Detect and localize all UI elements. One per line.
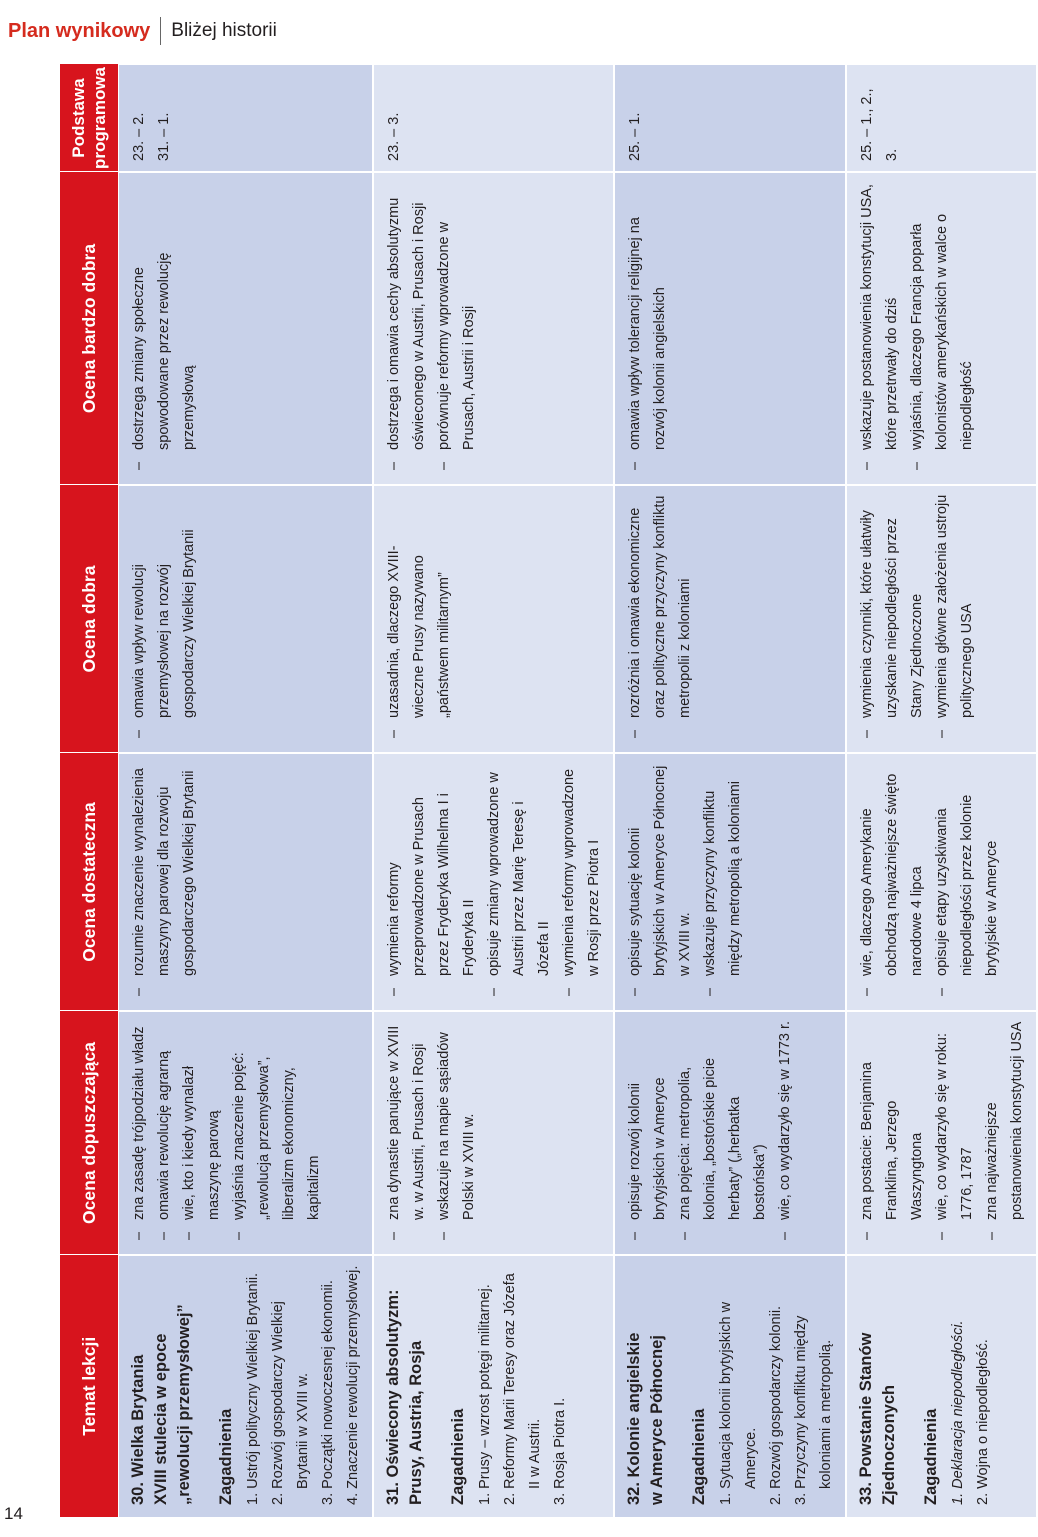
requirement-item: – opisuje etapy uzyskiwania niepodległości przez kolonie brytyjskie w Ameryce [930,762,1005,1000]
requirement-item: – zna pojęcia: metropolia, kolonia, „bostońskie picie herbaty” („herbatka bostońska”) [673,1020,773,1244]
col-header-satisfactory: Ocena dostateczna [60,753,119,1011]
requirement-item: – wymienia reformy wprowadzone w Rosji przez Piotra I [557,762,607,1000]
requirement-item: – omawia wpływ tolerancji religijnej na rozwój kolonii angielskich [623,181,673,474]
issue-item: 3. Początki nowoczesnej ekonomii. [320,1280,336,1505]
requirement-item: – zna dynastie panujące w XVIII w. w Austrii, Prusach i Rosji [382,1020,432,1244]
good-cell [373,485,614,753]
col-header-very-good: Ocena bardzo dobra [60,172,119,485]
brand-title: Plan wynikowy [8,19,151,42]
issue-item: 4. Znaczenie rewolucji przemysłowej. [345,1265,361,1505]
issues-label: Zagadnienia [449,1408,467,1505]
requirement-item: – opisuje rozwój kolonii brytyjskich w Ameryce [623,1020,673,1244]
book-title: Bliżej historii [171,20,277,41]
issues-label: Zagadnienia [690,1408,708,1505]
sufficient-cell [119,1011,374,1255]
lesson-title: 31. Oświecony absolutyzm: Prusy, Austria, Rosja [384,1289,425,1505]
issue-item: 2. Rozwój gospodarczy kolonii. [768,1305,784,1505]
lesson-title: 33. Powstanie Stanów Zjednoczonych [857,1332,898,1505]
very-good-cell [846,172,1037,485]
issue-item: 3. Przyczyny konfliktu między koloniami a metropolią. [793,1315,834,1505]
issue-item: 1. Sytuacja kolonii brytyjskich w Ameryce. [718,1301,759,1505]
table-row [614,64,846,1517]
requirement-item: – wyjaśnia, dlaczego Francja poparła kolonistów amerykańskich w walce o niepodległość [905,181,980,474]
topic-cell [119,1255,374,1517]
satisfactory-cell [119,753,374,1011]
issue-item: 2. Wojna o niepodległość. [975,1339,991,1505]
requirement-item: – wskazuje postanowienia konstytucji USA, które przetrwały do dziś [855,181,905,474]
sufficient-cell [373,1011,614,1255]
satisfactory-cell [846,753,1037,1011]
requirement-item: – opisuje zmiany wprowadzone w Austrii przez Marię Teresę i Józefa II [482,762,557,1000]
requirement-item: – wskazuje przyczyny konfliktu między metropolią a koloniami [698,762,748,1000]
requirement-item: – wskazuje na mapie sąsiadów Polski w XVIII w. [432,1020,482,1244]
requirement-item: – dostrzega zmiany społeczne spowodowane przez rewolucję przemysłową [127,181,202,474]
requirement-item: – wymienia czynniki, które ułatwiły uzyskanie niepodległości przez Stany Zjednoczone [855,494,930,742]
issues-list [946,1264,996,1505]
col-header-sufficient: Ocena dopuszczająca [60,1011,119,1255]
issues-label: Zagadnienia [217,1408,235,1505]
requirement-item: – opisuje sytuację kolonii brytyjskich w Ameryce Północnej w XVIII w. [623,762,698,1000]
table-header-row [60,64,119,1517]
sufficient-cell [614,1011,846,1255]
issue-item: 1. Deklaracja niepodległości. [950,1320,966,1505]
requirement-item: – zna najważniejsze postanowienia konstytucji USA [980,1020,1030,1244]
issues-list [473,1264,573,1505]
requirement-item: – rozróżnia i omawia ekonomiczne oraz polityczne przyczyny konfliktu metropolii z koloniami [623,494,698,742]
issue-item: 3. Rosja Piotra I. [552,1397,568,1505]
issues-list [714,1264,839,1505]
col-header-curriculum-basis: Podstawa programowa [60,64,119,172]
issue-item: 2. Rozwój gospodarczy Wielkiej Brytanii w XVIII w. [270,1301,311,1505]
requirement-item: – omawia wpływ rewolucji przemysłowej na rozwój gospodarczy Wielkiej Brytanii [127,494,202,742]
page-number: 14 [4,1504,23,1523]
requirement-item: – zna zasadę trójpodziału władz [127,1020,152,1244]
good-cell [119,485,374,753]
curriculum-basis-cell: 25. – 1., 2., 3. [846,64,1037,172]
issue-item: 1. Prusy – wzrost potęgi militarnej. [477,1284,493,1505]
issue-item: 2. Reformy Marii Teresy oraz Józefa II w Austrii. [502,1273,543,1505]
requirement-item: – wymienia główne założenia ustroju politycznego USA [930,494,980,742]
good-cell [614,485,846,753]
lesson-title: 30. Wielka Brytania XVIII stulecia w epoce „rewolucji przemysłowej” [129,1304,193,1505]
requirement-item: – rozumie znaczenie wynalezienia maszyny parowej dla rozwoju gospodarczego Wielkiej Brytanii [127,762,202,1000]
very-good-cell [119,172,374,485]
requirement-item: – wie, co wydarzyło się w roku: 1776, 1787 [930,1020,980,1244]
requirement-item: – wie, dlaczego Amerykanie obchodzą najważniejsze święto narodowe 4 lipca [855,762,930,1000]
requirement-item: – dostrzega i omawia cechy absolutyzmu oświeconego w Austrii, Prusach i Rosji [382,181,432,474]
requirement-item: – uzasadnia, dlaczego XVIII-wieczne Prusy nazywano „państwem militarnym” [382,494,457,742]
table-row [373,64,614,1517]
topic-cell [846,1255,1037,1517]
very-good-cell [614,172,846,485]
table-body [119,64,1038,1517]
requirement-item: – wyjaśnia znaczenie pojęć: „rewolucja przemysłowa”, liberalizm ekonomiczny, kapitalizm [227,1020,327,1244]
col-header-good: Ocena dobra [60,485,119,753]
sufficient-cell [846,1011,1037,1255]
table-row [846,64,1037,1517]
very-good-cell [373,172,614,485]
requirement-item: – wie, co wydarzyło się w 1773 r. [773,1020,798,1244]
requirement-item: – porównuje reformy wprowadzone w Prusach, Austrii i Rosji [432,181,482,474]
requirement-item: – wymienia reformy przeprowadzone w Prusach przez Fryderyka Wilhelma I i Fryderyka II [382,762,482,1000]
col-header-topic: Temat lekcji [60,1255,119,1517]
page-header [8,14,277,48]
requirement-item: – omawia rewolucję agrarną [152,1020,177,1244]
curriculum-basis-cell: 25. – 1. [614,64,846,172]
issues-list [241,1264,366,1505]
header-divider [160,17,161,45]
topic-cell [373,1255,614,1517]
good-cell [846,485,1037,753]
requirement-item: – zna postacie: Benjamina Franklina, Jerzego Waszyngtona [855,1020,930,1244]
curriculum-basis-cell: 23. – 2. 31. – 1. [119,64,374,172]
lesson-title: 32. Kolonie angielskie w Ameryce Północnej [625,1332,666,1505]
requirement-item: – wie, kto i kiedy wynalazł maszynę parową [177,1020,227,1244]
issue-item: 1. Ustrój polityczny Wielkiej Brytanii. [245,1272,261,1505]
topic-cell [614,1255,846,1517]
curriculum-basis-cell: 23. – 3. [373,64,614,172]
issues-label: Zagadnienia [922,1408,940,1505]
satisfactory-cell [614,753,846,1011]
table-row [119,64,374,1517]
satisfactory-cell [373,753,614,1011]
rotated-table-container [60,64,1025,1517]
plan-table [60,63,1038,1517]
